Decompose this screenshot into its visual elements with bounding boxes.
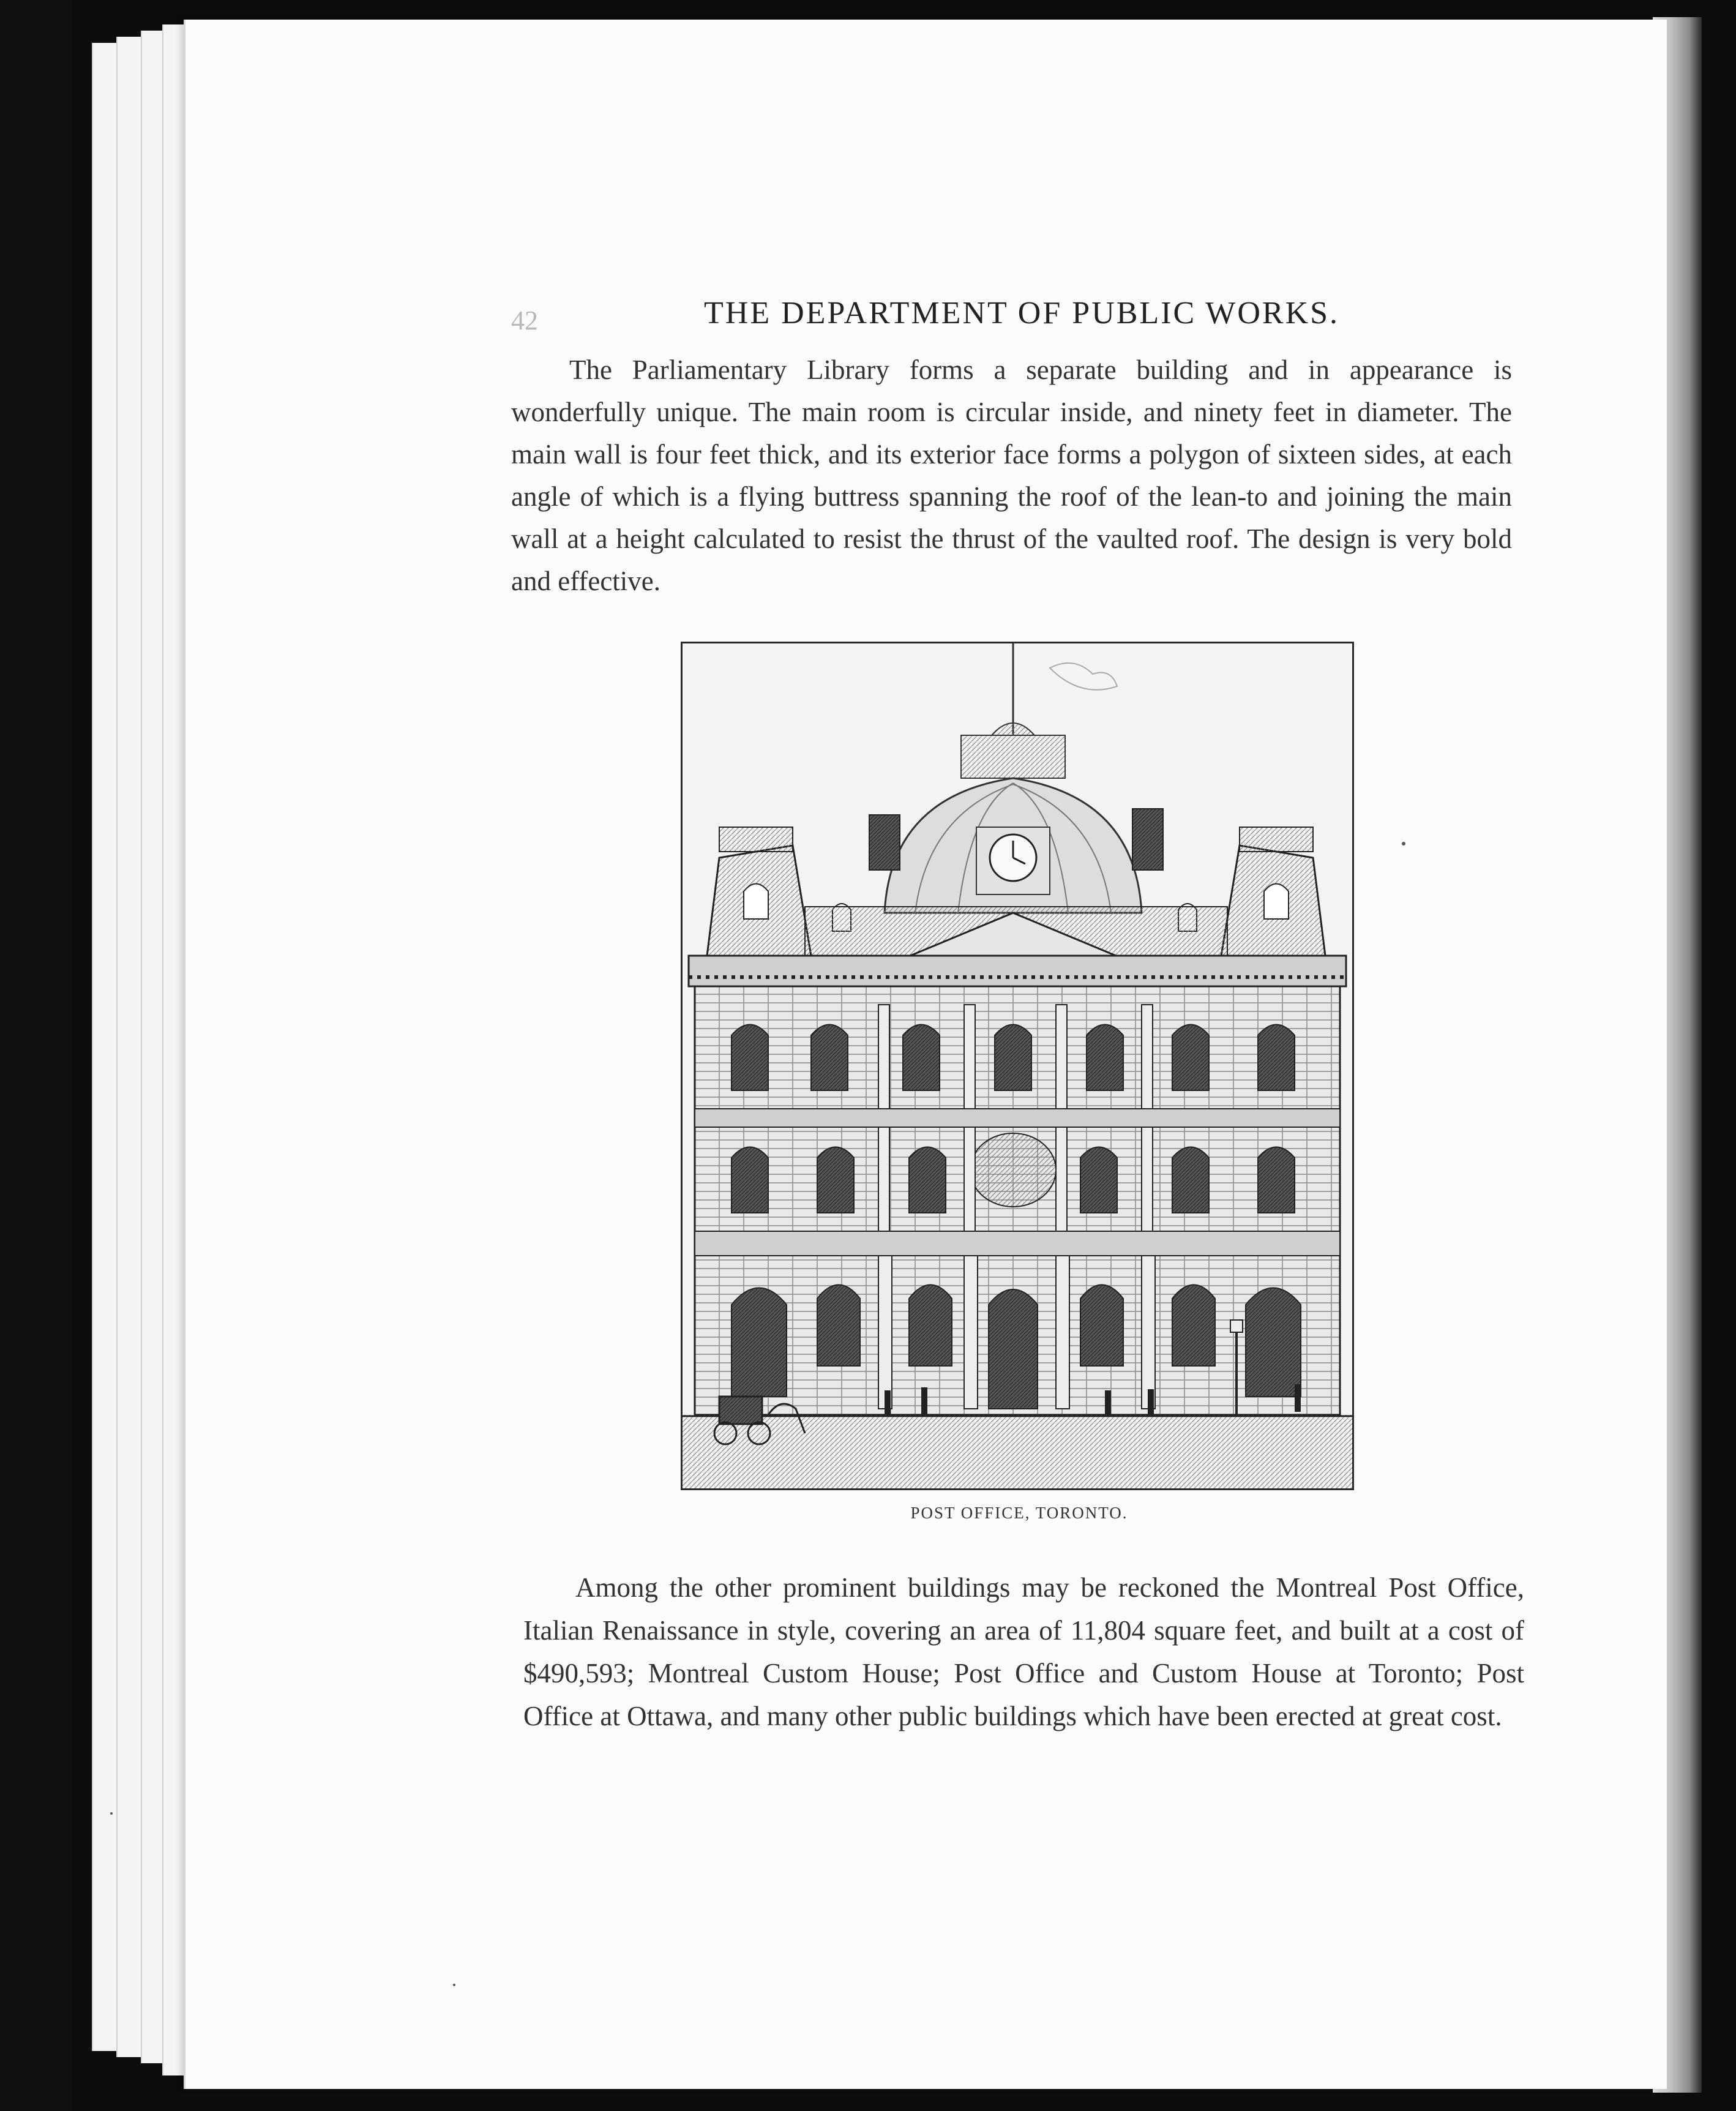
scan-speck [1402, 842, 1405, 846]
paragraph-parliamentary-library: The Parliamentary Library forms a separate building and in appearance is wonderfully unique. The main room is circular inside, and ninety feet in diameter. The main wall is four feet thick, and its exterior face forms a polygon of sixteen sides, at each angle of which is a flying buttress spanning the roof of the lean-to and joining the main wall at a height calculated to resist the thrust of the vaulted roof. The design is very bold and effective. [511, 354, 1512, 596]
scan-speck [453, 1984, 455, 1986]
figure-caption: POST OFFICE, TORONTO. [910, 1504, 1128, 1522]
engraving-post-office-toronto [681, 642, 1354, 1490]
scan-speck [110, 1812, 113, 1815]
running-head: THE DEPARTMENT OF PUBLIC WORKS. [704, 296, 1340, 331]
page-number: 42 [511, 306, 538, 336]
scan-background [0, 0, 72, 2111]
paragraph-prominent-buildings: Among the other prominent buildings may be reckoned the Montreal Post Office, Italian Renaissance in style, covering an area of 11,804 square feet, and built at a cost of $490,593; Montreal Custom House; Post Office and Custom House at Toronto; Post Office at Ottawa, and many other public buildings which have been erected at great cost. [523, 1572, 1524, 1731]
